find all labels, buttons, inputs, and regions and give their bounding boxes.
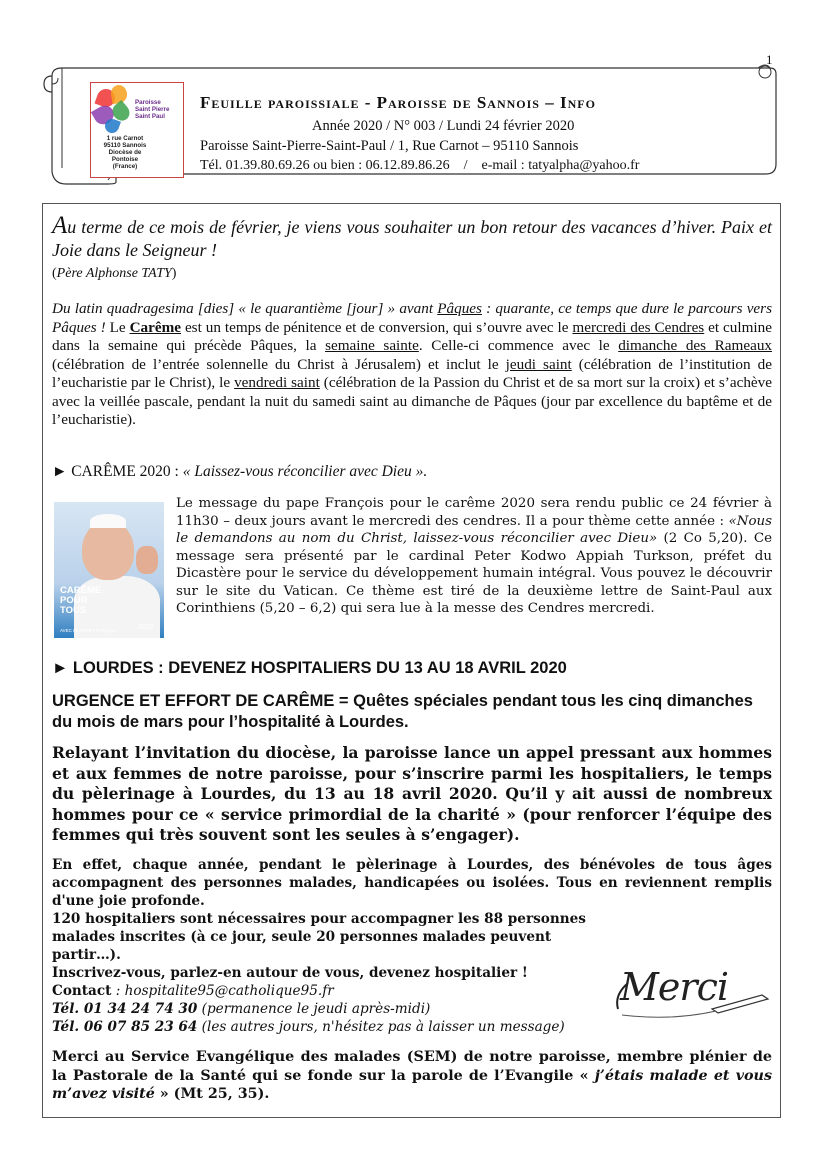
image-label-3: TOUS [60,605,87,616]
careme-heading-theme: « Laissez-vous réconcilier avec Dieu ». [182,463,428,480]
pope-francis-image [52,500,166,640]
careme-heading [52,463,772,481]
intro-paragraph [52,214,772,262]
merci-pen-logo [612,965,772,1025]
def-text-4: est un temps de pénitence et de conversion, qui s’ouvre avec le [181,318,573,336]
phone-numbers: Tél. 01.39.80.69.26 ou bien : 06.12.89.86.26 [200,158,450,173]
logo-text-line1: Paroisse [135,99,161,106]
signature-open: ( [52,266,57,281]
details-line-1: En effet, chaque année, pendant le pèlerinage à Lourdes, des bénévoles de tous âges accompagnent des personnes malades, handicapées ou isolées. Tous en reviennent remplis d'une joie profonde. [52,857,772,909]
msg-text-2: (2 Co 5,20). Ce message sera présenté par le cardinal Peter Kodwo Appiah Turkson, préfet du Dicastère pour le service du développement humain intégral. Vous pouvez le découvrir sur le site du Vatican. Ce thème est tiré de la deuxième lettre de Saint-Paul aux Corinthiens (5,20 – 6,2) qui sera lue à la messe des Cendres mercredi. [176,531,772,616]
msg-text-1: Le message du pape François pour le carême 2020 sera rendu public ce 24 février à 11h30 – deux jours avant le mercredi des cendres. Il a pour thème cette année : [176,496,772,529]
intro-dropcap: A [52,212,68,239]
contact-line [200,158,760,174]
link-mercredi-cendres[interactable]: mercredi des Cendres [572,318,705,336]
tel1-note: (permanence le jeudi après-midi) [197,1001,431,1017]
remerciement-paragraph [52,1048,772,1104]
logo-text-line2: Saint Pierre [135,106,170,113]
def-text-9: (célébration de la Passion du Christ et de sa mort sur la croix) et s’achève avec la veillée pascale, pendant la nuit du samedi saint au dimanche de Pâques (jour par excellence du baptême et de l’eucharistie). [52,374,772,428]
details-line-2: 120 hospitaliers sont nécessaires pour accompagner les 88 personnes malades inscrites (à ce jour, seule 20 personnes malades peuvent partir…). [52,911,586,963]
link-vendredi-saint[interactable]: vendredi saint [234,374,320,391]
logo-addr-line3: Diocèse de [108,149,142,156]
contact-label: Contact [52,983,112,999]
msg-quote: «Nous le demandons au nom du Christ, laissez-vous réconcilier avec Dieu» [176,513,772,546]
remerc-text-1: Merci au Service Evangélique des malades (SEM) de notre paroisse, membre plénier de la Pastorale de la Santé qui se fonde sur la parole de l’Evangile « [52,1049,772,1084]
careme-definition [52,300,772,430]
newsletter-title: Feuille paroissiale - Paroisse de Sannois – Info [200,93,596,112]
def-text-5: et culmine dans la semaine qui précède Pâques, la [52,318,772,354]
link-dimanche-rameaux[interactable]: dimanche des Rameaux [618,337,773,354]
email-address[interactable]: e-mail : tatyalpha@yahoo.fr [481,158,640,173]
appel-paragraph: Relayant l’invitation du diocèse, la paroisse lance un appel pressant aux hommes et aux femmes de notre paroisse, pour s’inscrire parmi les hospitaliers, le temps du pèlerinage à Lourdes, du 13 au 18 avril 2020. Qu’il y ait aussi de nombreux hommes pour ce « service primordial de la charité » (pour renforcer l’équipe des femmes qui très souvent sont les seules à s’engager). [52,743,772,844]
signature [52,266,772,282]
details-line-3: Inscrivez-vous, parlez-en autour de vous, devenez hospitalier ! [52,965,528,981]
signature-name: Père Alphonse TATY [56,266,172,281]
address-line: Paroisse Saint-Pierre-Saint-Paul / 1, Rue Carnot – 95110 Sannois [200,138,579,154]
def-text-6: . Celle-ci commence avec le [418,337,619,354]
logo-addr-line4: Pontoise (France) [111,156,139,170]
parish-logo [90,82,184,178]
remerc-text-2: » (Mt 25, 35). [154,1086,270,1102]
tel2-row [52,1018,612,1036]
logo-addr-line1: 1 rue Carnot [106,135,144,142]
careme-message-paragraph [176,495,772,618]
remerc-quote: j’étais malade et vous m’avez visité [52,1067,772,1102]
merci-logo-text: Merci [620,965,728,1009]
tel1-number[interactable]: Tél. 01 34 24 74 30 [52,1001,198,1017]
tel1-row [52,1000,612,1018]
def-text-8: (célébration de l’institution de l’eucharistie par le Christ), le [52,355,772,391]
image-year: 2020 [138,624,154,631]
contact-separator: / [463,158,468,173]
tel2-number[interactable]: Tél. 06 07 85 23 64 [52,1019,198,1035]
contact-email[interactable]: : hospitalite95@catholique95.fr [111,983,334,999]
link-paques[interactable]: Pâques [437,300,482,317]
link-jeudi-saint[interactable]: jeudi saint [505,355,572,373]
image-label-2: POUR [60,595,88,606]
signature-close: ) [171,266,177,281]
careme-heading-label: CARÊME 2020 : [67,463,183,480]
link-careme[interactable]: Carême [129,318,182,336]
contact-row [52,982,612,1000]
link-semaine-sainte[interactable]: semaine sainte [325,337,419,354]
def-text-3: Le [105,318,130,336]
edition-line: Année 2020 / N° 003 / Lundi 24 février 2020 [312,118,575,134]
urgence-paragraph: URGENCE ET EFFORT DE CARÊME = Quêtes spéciales pendant tous les cinq dimanches du mois de mars pour l’hospitalité à Lourdes. [52,692,753,731]
tel2-note: (les autres jours, n'hésitez pas à laisser un message) [197,1019,565,1035]
image-label-1: CARÊME [60,585,102,596]
def-text-2: : quarante, ce temps que dure le parcours vers Pâques ! [52,300,772,336]
logo-addr-line2: 95110 Sannois [103,142,147,149]
def-text-7: (célébration de l’entrée solennelle du Christ à Jérusalem) et inclut le [52,355,506,373]
page-number: 1 [766,52,773,67]
lourdes-heading: ► LOURDES : DEVENEZ HOSPITALIERS DU 13 AU 18 AVRIL 2020 [52,659,567,677]
intro-text: u terme de ce mois de février, je viens vous souhaiter un bon retour des vacances d’hiver. Paix et Joie dans le Seigneur ! [52,217,772,260]
bullet-icon: ► [52,463,68,480]
image-small-caption: AVEC LE PAPE FRANÇOIS [60,628,117,633]
logo-text-line3: Saint Paul [135,113,165,120]
def-text-1: Du latin quadragesima [dies] « le quarantième [jour] » avant [52,300,438,317]
